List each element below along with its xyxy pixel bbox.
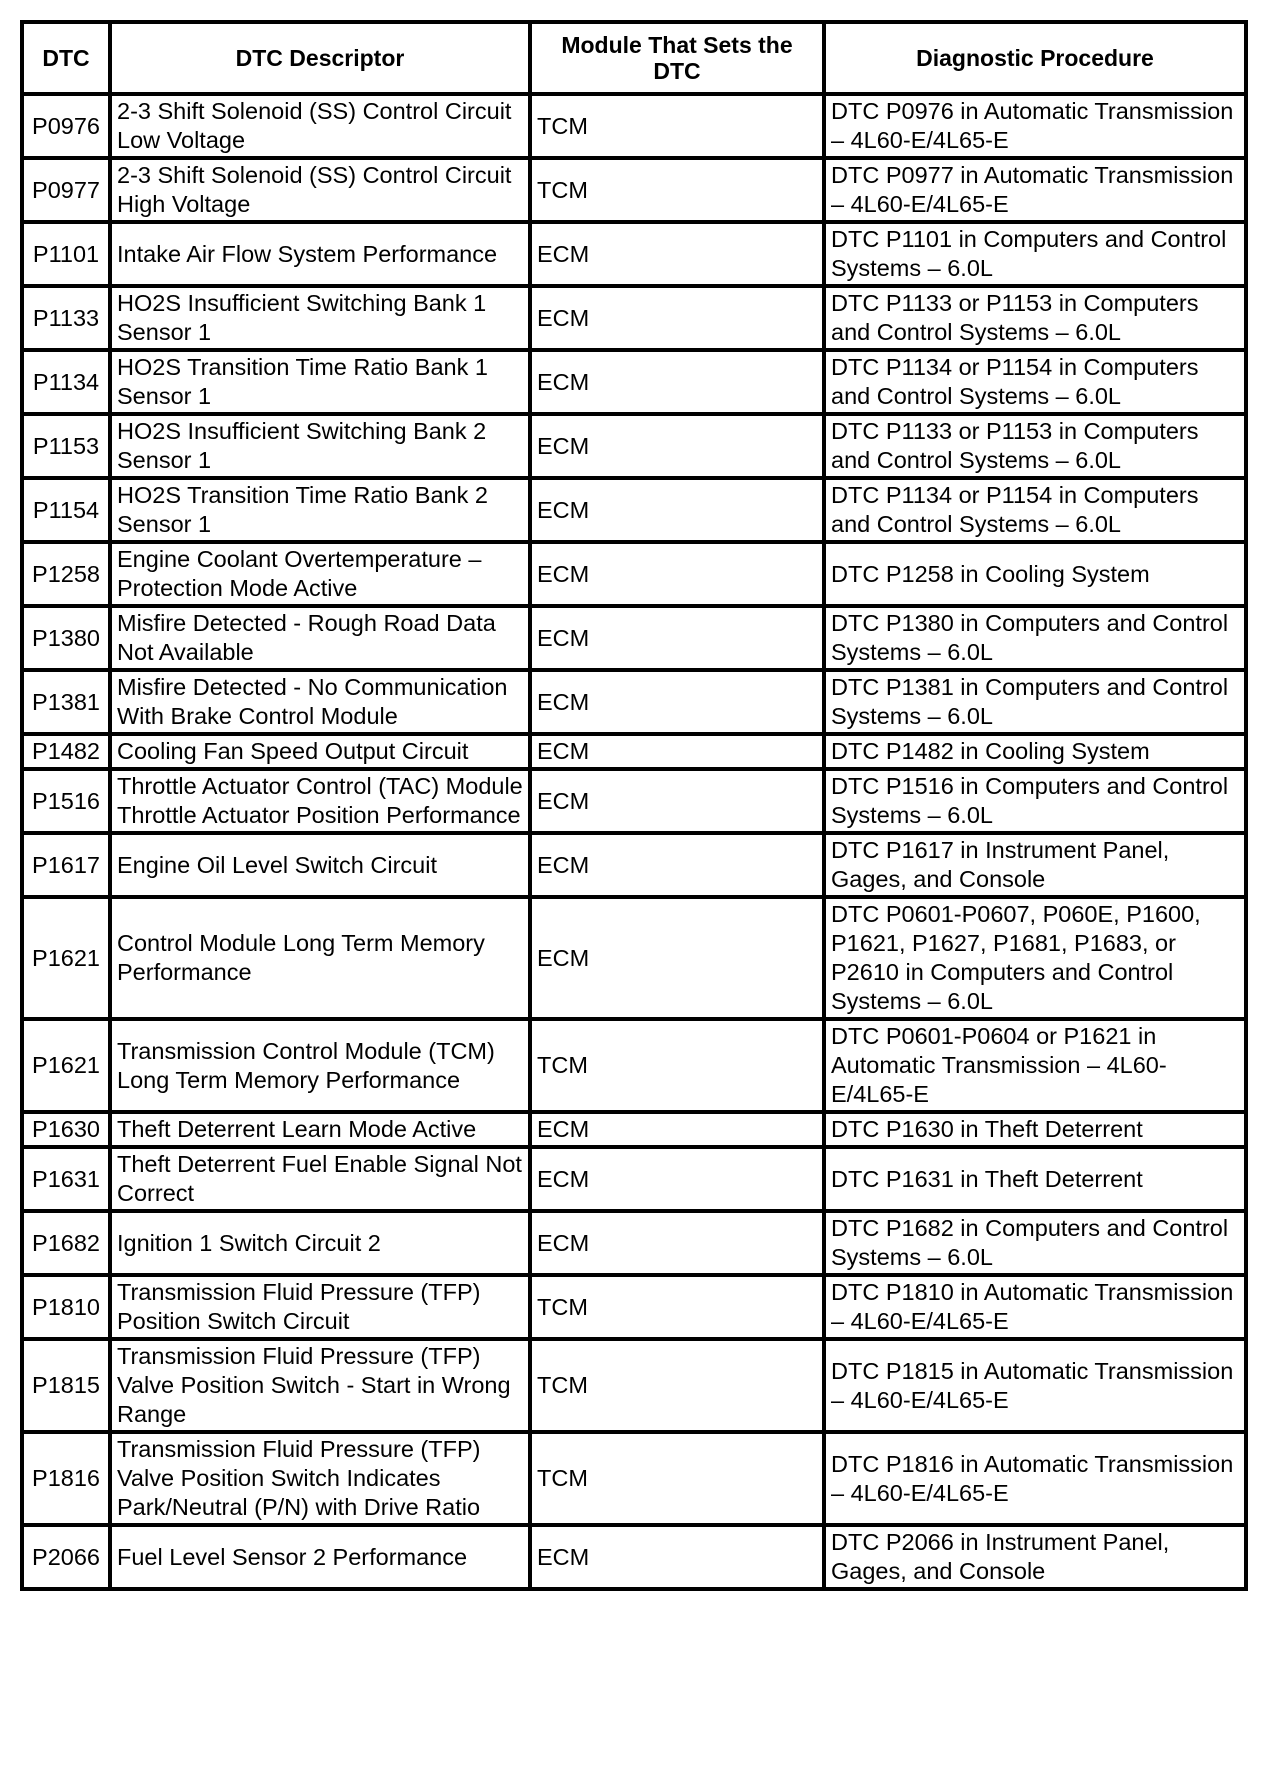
module-cell: ECM (530, 734, 824, 769)
dtc-table (20, 20, 1248, 1591)
dtc-code-cell: P1258 (22, 542, 110, 606)
table-row (22, 1339, 1246, 1432)
module-cell: TCM (530, 158, 824, 222)
table-body (22, 94, 1246, 1589)
dtc-code-cell: P1631 (22, 1147, 110, 1211)
diagnostic-procedure-cell: DTC P1815 in Automatic Transmission – 4L60-E/4L65-E (824, 1339, 1246, 1432)
module-cell: ECM (530, 1147, 824, 1211)
dtc-code-cell: P1630 (22, 1112, 110, 1147)
diagnostic-procedure-cell: DTC P1101 in Computers and Control Systems – 6.0L (824, 222, 1246, 286)
dtc-descriptor-cell: Transmission Control Module (TCM) Long Term Memory Performance (110, 1019, 530, 1112)
dtc-descriptor-cell: Fuel Level Sensor 2 Performance (110, 1525, 530, 1589)
table-row (22, 734, 1246, 769)
dtc-code-cell: P1380 (22, 606, 110, 670)
table-row (22, 1275, 1246, 1339)
table-row (22, 286, 1246, 350)
module-cell: TCM (530, 1339, 824, 1432)
module-cell: ECM (530, 670, 824, 734)
dtc-descriptor-cell: 2-3 Shift Solenoid (SS) Control Circuit Low Voltage (110, 94, 530, 158)
dtc-descriptor-cell: HO2S Insufficient Switching Bank 1 Sensor 1 (110, 286, 530, 350)
header-row (22, 22, 1246, 94)
table-row (22, 1112, 1246, 1147)
dtc-descriptor-cell: Transmission Fluid Pressure (TFP) Position Switch Circuit (110, 1275, 530, 1339)
dtc-code-cell: P1153 (22, 414, 110, 478)
module-cell: ECM (530, 606, 824, 670)
dtc-code-cell: P1816 (22, 1432, 110, 1525)
table-row (22, 542, 1246, 606)
dtc-descriptor-cell: Transmission Fluid Pressure (TFP) Valve Position Switch Indicates Park/Neutral (P/N) with Drive Ratio (110, 1432, 530, 1525)
table-row (22, 1525, 1246, 1589)
dtc-descriptor-cell: Misfire Detected - Rough Road Data Not Available (110, 606, 530, 670)
header-dtc: DTC (22, 22, 110, 94)
dtc-code-cell: P2066 (22, 1525, 110, 1589)
diagnostic-procedure-cell: DTC P1133 or P1153 in Computers and Control Systems – 6.0L (824, 286, 1246, 350)
module-cell: ECM (530, 350, 824, 414)
table-header (22, 22, 1246, 94)
diagnostic-procedure-cell: DTC P1810 in Automatic Transmission – 4L60-E/4L65-E (824, 1275, 1246, 1339)
module-cell: TCM (530, 94, 824, 158)
table-row (22, 222, 1246, 286)
module-cell: TCM (530, 1275, 824, 1339)
dtc-descriptor-cell: HO2S Transition Time Ratio Bank 1 Sensor 1 (110, 350, 530, 414)
diagnostic-procedure-cell: DTC P1630 in Theft Deterrent (824, 1112, 1246, 1147)
dtc-code-cell: P1101 (22, 222, 110, 286)
diagnostic-procedure-cell: DTC P0977 in Automatic Transmission – 4L60-E/4L65-E (824, 158, 1246, 222)
table-row (22, 94, 1246, 158)
dtc-code-cell: P1134 (22, 350, 110, 414)
dtc-code-cell: P1682 (22, 1211, 110, 1275)
table-row (22, 769, 1246, 833)
header-module: Module That Sets the DTC (530, 22, 824, 94)
table-row (22, 158, 1246, 222)
module-cell: TCM (530, 1019, 824, 1112)
diagnostic-procedure-cell: DTC P1682 in Computers and Control Systems – 6.0L (824, 1211, 1246, 1275)
dtc-descriptor-cell: Throttle Actuator Control (TAC) Module Throttle Actuator Position Performance (110, 769, 530, 833)
dtc-descriptor-cell: Theft Deterrent Learn Mode Active (110, 1112, 530, 1147)
diagnostic-procedure-cell: DTC P1631 in Theft Deterrent (824, 1147, 1246, 1211)
dtc-descriptor-cell: Ignition 1 Switch Circuit 2 (110, 1211, 530, 1275)
dtc-code-cell: P1381 (22, 670, 110, 734)
diagnostic-procedure-cell: DTC P1617 in Instrument Panel, Gages, and Console (824, 833, 1246, 897)
dtc-descriptor-cell: Theft Deterrent Fuel Enable Signal Not Correct (110, 1147, 530, 1211)
header-descriptor: DTC Descriptor (110, 22, 530, 94)
dtc-descriptor-cell: Misfire Detected - No Communication With Brake Control Module (110, 670, 530, 734)
diagnostic-procedure-cell: DTC P1816 in Automatic Transmission – 4L60-E/4L65-E (824, 1432, 1246, 1525)
diagnostic-procedure-cell: DTC P1380 in Computers and Control Systems – 6.0L (824, 606, 1246, 670)
dtc-descriptor-cell: Cooling Fan Speed Output Circuit (110, 734, 530, 769)
dtc-descriptor-cell: Engine Oil Level Switch Circuit (110, 833, 530, 897)
diagnostic-procedure-cell: DTC P2066 in Instrument Panel, Gages, and Console (824, 1525, 1246, 1589)
diagnostic-procedure-cell: DTC P0601-P0607, P060E, P1600, P1621, P1627, P1681, P1683, or P2610 in Computers and Control Systems – 6.0L (824, 897, 1246, 1019)
diagnostic-procedure-cell: DTC P1134 or P1154 in Computers and Control Systems – 6.0L (824, 350, 1246, 414)
dtc-descriptor-cell: HO2S Transition Time Ratio Bank 2 Sensor 1 (110, 478, 530, 542)
diagnostic-procedure-cell: DTC P1258 in Cooling System (824, 542, 1246, 606)
dtc-code-cell: P1617 (22, 833, 110, 897)
table-row (22, 1019, 1246, 1112)
table-row (22, 478, 1246, 542)
dtc-code-cell: P1621 (22, 897, 110, 1019)
dtc-code-cell: P1815 (22, 1339, 110, 1432)
table-row (22, 833, 1246, 897)
module-cell: ECM (530, 1525, 824, 1589)
diagnostic-procedure-cell: DTC P1134 or P1154 in Computers and Control Systems – 6.0L (824, 478, 1246, 542)
module-cell: ECM (530, 542, 824, 606)
dtc-descriptor-cell: HO2S Insufficient Switching Bank 2 Sensor 1 (110, 414, 530, 478)
diagnostic-procedure-cell: DTC P1516 in Computers and Control Systems – 6.0L (824, 769, 1246, 833)
dtc-code-cell: P1154 (22, 478, 110, 542)
diagnostic-procedure-cell: DTC P0601-P0604 or P1621 in Automatic Transmission – 4L60-E/4L65-E (824, 1019, 1246, 1112)
diagnostic-procedure-cell: DTC P1482 in Cooling System (824, 734, 1246, 769)
module-cell: ECM (530, 1112, 824, 1147)
module-cell: TCM (530, 1432, 824, 1525)
table-row (22, 1147, 1246, 1211)
table-row (22, 414, 1246, 478)
module-cell: ECM (530, 769, 824, 833)
module-cell: ECM (530, 833, 824, 897)
table-row (22, 1432, 1246, 1525)
diagnostic-procedure-cell: DTC P1381 in Computers and Control Systems – 6.0L (824, 670, 1246, 734)
header-procedure: Diagnostic Procedure (824, 22, 1246, 94)
dtc-code-cell: P1810 (22, 1275, 110, 1339)
diagnostic-procedure-cell: DTC P1133 or P1153 in Computers and Control Systems – 6.0L (824, 414, 1246, 478)
module-cell: ECM (530, 414, 824, 478)
table-row (22, 670, 1246, 734)
module-cell: ECM (530, 478, 824, 542)
module-cell: ECM (530, 286, 824, 350)
module-cell: ECM (530, 897, 824, 1019)
dtc-code-cell: P0977 (22, 158, 110, 222)
dtc-descriptor-cell: Intake Air Flow System Performance (110, 222, 530, 286)
dtc-code-cell: P1516 (22, 769, 110, 833)
dtc-descriptor-cell: Engine Coolant Overtemperature – Protection Mode Active (110, 542, 530, 606)
diagnostic-procedure-cell: DTC P0976 in Automatic Transmission – 4L60-E/4L65-E (824, 94, 1246, 158)
dtc-descriptor-cell: Transmission Fluid Pressure (TFP) Valve Position Switch - Start in Wrong Range (110, 1339, 530, 1432)
dtc-code-cell: P1482 (22, 734, 110, 769)
dtc-code-cell: P1133 (22, 286, 110, 350)
table-row (22, 897, 1246, 1019)
dtc-descriptor-cell: 2-3 Shift Solenoid (SS) Control Circuit High Voltage (110, 158, 530, 222)
table-row (22, 350, 1246, 414)
dtc-code-cell: P1621 (22, 1019, 110, 1112)
module-cell: ECM (530, 222, 824, 286)
dtc-descriptor-cell: Control Module Long Term Memory Performance (110, 897, 530, 1019)
module-cell: ECM (530, 1211, 824, 1275)
table-row (22, 1211, 1246, 1275)
table-row (22, 606, 1246, 670)
dtc-code-cell: P0976 (22, 94, 110, 158)
